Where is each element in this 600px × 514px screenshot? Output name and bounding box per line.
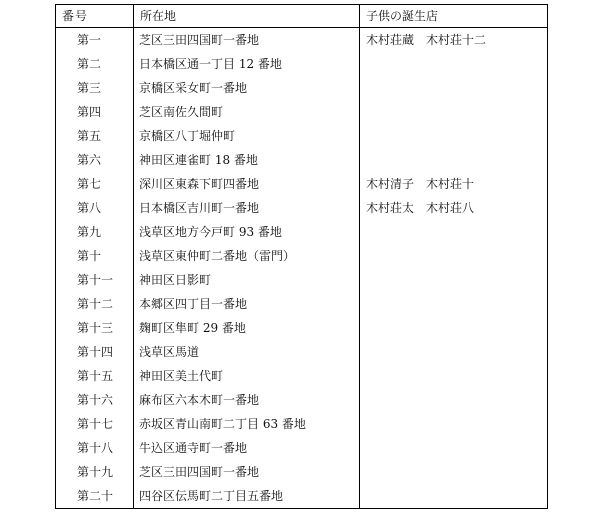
store-number: 第十六 <box>56 388 134 412</box>
child-birth-store <box>360 340 548 364</box>
store-table <box>55 4 548 509</box>
header-row <box>56 5 548 28</box>
store-address: 神田区日影町 <box>134 268 360 292</box>
child-birth-store: 木村荘太 木村荘八 <box>360 196 548 220</box>
header-address: 所在地 <box>134 5 360 28</box>
store-number: 第十三 <box>56 316 134 340</box>
child-birth-store <box>360 388 548 412</box>
child-birth-store: 木村清子 木村荘十 <box>360 172 548 196</box>
store-address: 浅草区馬道 <box>134 340 360 364</box>
child-birth-store <box>360 76 548 100</box>
store-number: 第十一 <box>56 268 134 292</box>
store-number: 第十八 <box>56 436 134 460</box>
table-row <box>56 28 548 53</box>
table-row <box>56 196 548 220</box>
table-row <box>56 172 548 196</box>
store-address: 芝区三田四国町一番地 <box>134 28 360 53</box>
table-row <box>56 316 548 340</box>
table-row <box>56 148 548 172</box>
store-address: 深川区東森下町四番地 <box>134 172 360 196</box>
table-row <box>56 364 548 388</box>
header-child-birth-store: 子供の誕生店 <box>360 5 548 28</box>
store-number: 第十七 <box>56 412 134 436</box>
store-address: 牛込区通寺町一番地 <box>134 436 360 460</box>
child-birth-store: 木村荘蔵 木村荘十二 <box>360 28 548 53</box>
store-number: 第四 <box>56 100 134 124</box>
table-row <box>56 220 548 244</box>
table-row <box>56 340 548 364</box>
table-row <box>56 484 548 509</box>
child-birth-store <box>360 412 548 436</box>
child-birth-store <box>360 484 548 509</box>
child-birth-store <box>360 220 548 244</box>
child-birth-store <box>360 268 548 292</box>
store-number: 第二 <box>56 52 134 76</box>
table-row <box>56 388 548 412</box>
child-birth-store <box>360 436 548 460</box>
store-address: 芝区三田四国町一番地 <box>134 460 360 484</box>
table-row <box>56 124 548 148</box>
store-number: 第十四 <box>56 340 134 364</box>
store-address: 京橋区八丁堀仲町 <box>134 124 360 148</box>
store-number: 第七 <box>56 172 134 196</box>
store-address: 神田区連雀町 18 番地 <box>134 148 360 172</box>
table-row <box>56 52 548 76</box>
store-address: 浅草区東仲町二番地（雷門） <box>134 244 360 268</box>
child-birth-store <box>360 316 548 340</box>
store-number: 第二十 <box>56 484 134 509</box>
table-row <box>56 292 548 316</box>
table-header <box>56 5 548 28</box>
store-address: 京橋区采女町一番地 <box>134 76 360 100</box>
child-birth-store <box>360 124 548 148</box>
store-address: 日本橋区吉川町一番地 <box>134 196 360 220</box>
child-birth-store <box>360 100 548 124</box>
child-birth-store <box>360 292 548 316</box>
store-address: 赤坂区青山南町二丁目 63 番地 <box>134 412 360 436</box>
table-row <box>56 268 548 292</box>
table-row <box>56 412 548 436</box>
store-number: 第一 <box>56 28 134 53</box>
table-row <box>56 436 548 460</box>
store-number: 第九 <box>56 220 134 244</box>
store-address: 四谷区伝馬町二丁目五番地 <box>134 484 360 509</box>
store-address: 浅草区地方今戸町 93 番地 <box>134 220 360 244</box>
store-number: 第十九 <box>56 460 134 484</box>
table-row <box>56 76 548 100</box>
store-number: 第十二 <box>56 292 134 316</box>
table-row <box>56 100 548 124</box>
child-birth-store <box>360 364 548 388</box>
header-number: 番号 <box>56 5 134 28</box>
store-address: 本郷区四丁目一番地 <box>134 292 360 316</box>
store-address: 麹町区隼町 29 番地 <box>134 316 360 340</box>
store-address: 麻布区六本木町一番地 <box>134 388 360 412</box>
table-row <box>56 244 548 268</box>
store-number: 第十 <box>56 244 134 268</box>
child-birth-store <box>360 52 548 76</box>
store-number: 第十五 <box>56 364 134 388</box>
store-number: 第八 <box>56 196 134 220</box>
child-birth-store <box>360 148 548 172</box>
store-number: 第三 <box>56 76 134 100</box>
table-body <box>56 28 548 509</box>
store-number: 第六 <box>56 148 134 172</box>
store-address: 芝区南佐久間町 <box>134 100 360 124</box>
store-number: 第五 <box>56 124 134 148</box>
store-address: 日本橋区通一丁目 12 番地 <box>134 52 360 76</box>
table-row <box>56 460 548 484</box>
child-birth-store <box>360 244 548 268</box>
child-birth-store <box>360 460 548 484</box>
store-address: 神田区美土代町 <box>134 364 360 388</box>
